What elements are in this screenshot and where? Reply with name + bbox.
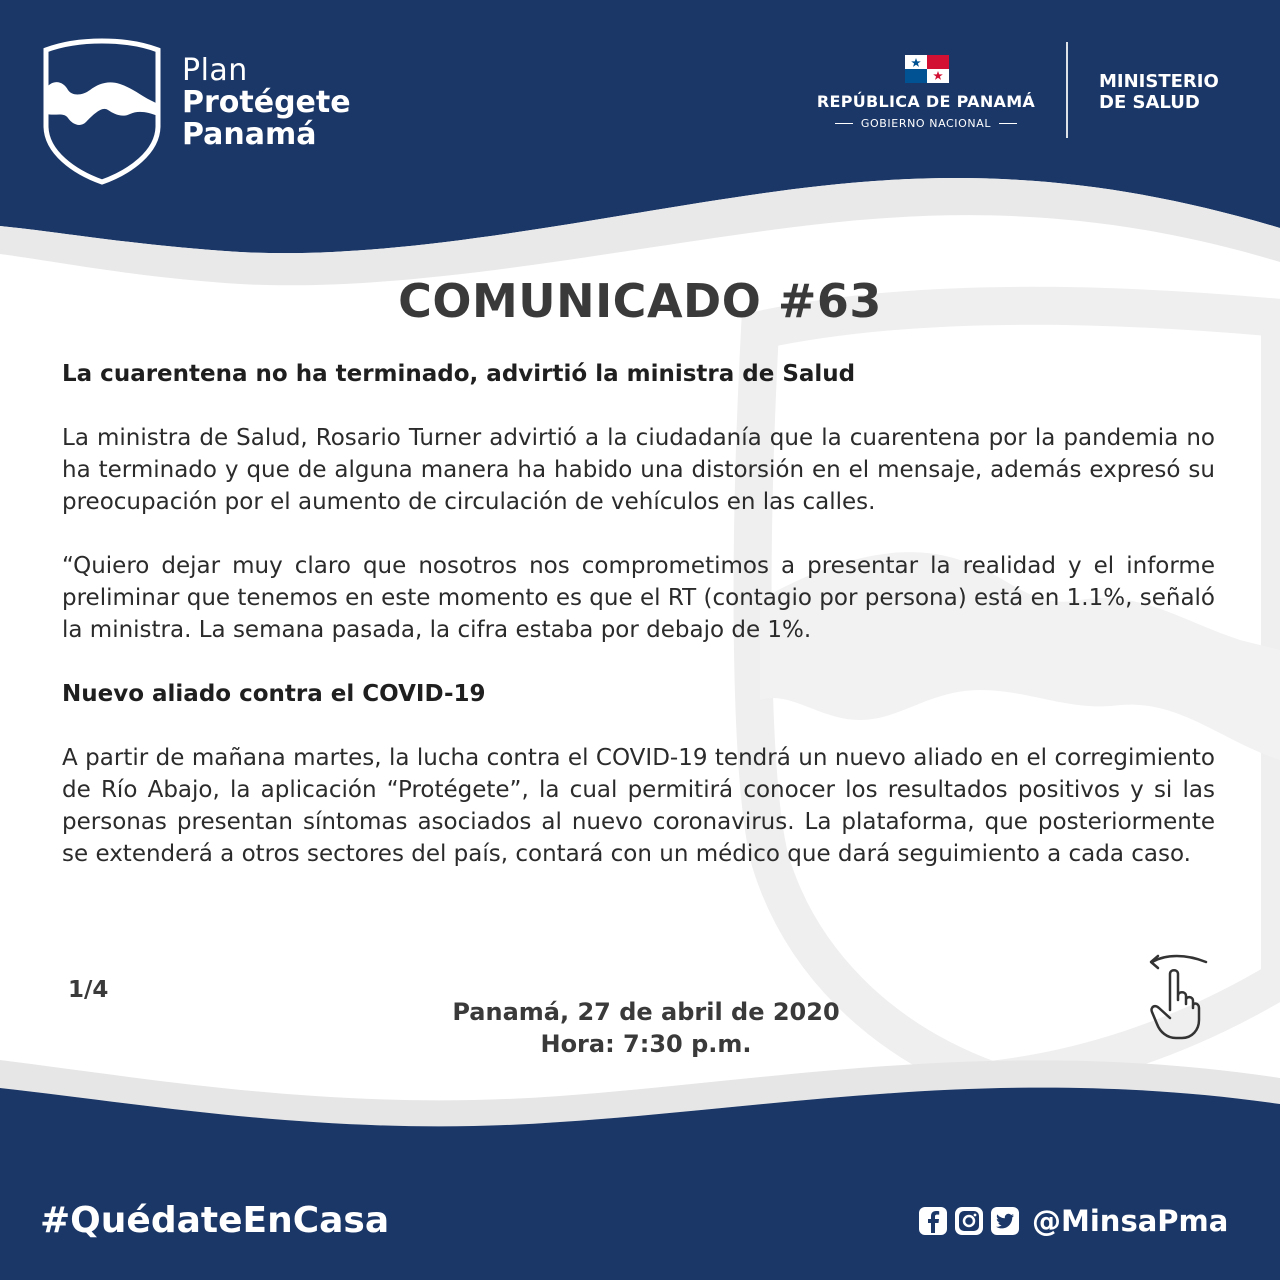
instagram-icon[interactable]	[954, 1206, 984, 1236]
facebook-icon[interactable]	[918, 1206, 948, 1236]
divider-left	[835, 123, 853, 124]
republica-panama-label: REPÚBLICA DE PANAMÁ	[816, 92, 1036, 111]
page-title: COMUNICADO #63	[398, 274, 882, 328]
ministerio-line2: DE SALUD	[1099, 91, 1200, 113]
social-handle[interactable]: @MinsaPma	[1032, 1204, 1229, 1238]
spacer	[62, 646, 1215, 678]
hashtag-quedate-en-casa: #QuédateEnCasa	[40, 1200, 390, 1241]
paragraph-3: A partir de mañana martes, la lucha contra el COVID-19 tendrá un nuevo aliado en el corregimiento de Río Abajo, la aplicación “Protégete”, la cual permitirá conocer los resultados positivos y si las personas presentan síntomas asociados al nuevo coronavirus. La plataforma, que posteriormente se extenderá a otros sectores del país, contará con un médico que dará seguimiento a cada caso.	[62, 745, 1215, 867]
social-handles	[918, 1204, 1228, 1238]
gobierno-nacional-label: GOBIERNO NACIONAL	[860, 117, 992, 130]
plan-protegete-wordmark	[182, 53, 351, 152]
logo-line-plan: Plan	[182, 53, 248, 88]
communique-body	[62, 358, 1215, 870]
spacer	[62, 390, 1215, 422]
logo-line-protegete: Protégete	[182, 85, 351, 120]
protegete-shield-logo	[38, 34, 166, 186]
republica-panama-block	[800, 92, 1052, 130]
page-indicator: 1/4	[68, 977, 109, 1003]
date-time-block	[0, 996, 1280, 1060]
spacer	[62, 518, 1215, 550]
logo-line-panama: Panamá	[182, 117, 317, 152]
paragraph-2: “Quiero dejar muy claro que nosotros nos comprometimos a presentar la realidad y el informe preliminar que tenemos en este momento es que el RT (contagio por persona) está en 1.1%, señaló la ministra. La semana pasada, la cifra estaba por debajo de 1%.	[62, 553, 1215, 643]
date-line: Panamá, 27 de abril de 2020	[452, 998, 840, 1026]
spacer	[62, 710, 1215, 742]
divider-right	[999, 123, 1017, 124]
heading-nuevo-aliado: Nuevo aliado contra el COVID-19	[62, 681, 486, 707]
swipe-left-hand-icon[interactable]	[1140, 952, 1212, 1042]
twitter-icon[interactable]	[990, 1206, 1020, 1236]
time-line: Hora: 7:30 p.m.	[540, 1030, 752, 1058]
panama-flag-icon	[905, 55, 949, 83]
ministerio-line1: MINISTERIO	[1099, 71, 1219, 92]
ministerio-salud-label	[1099, 72, 1219, 113]
heading-cuarentena: La cuarentena no ha terminado, advirtió la ministra de Salud	[62, 361, 856, 387]
gobierno-nacional	[800, 117, 1052, 130]
header-vertical-divider	[1066, 42, 1068, 138]
paragraph-1: La ministra de Salud, Rosario Turner advirtió a la ciudadanía que la cuarentena por la pandemia no ha terminado y que de alguna manera ha habido una distorsión en el mensaje, además expresó su preocupación por el aumento de circulación de vehículos en las calles.	[62, 425, 1215, 515]
